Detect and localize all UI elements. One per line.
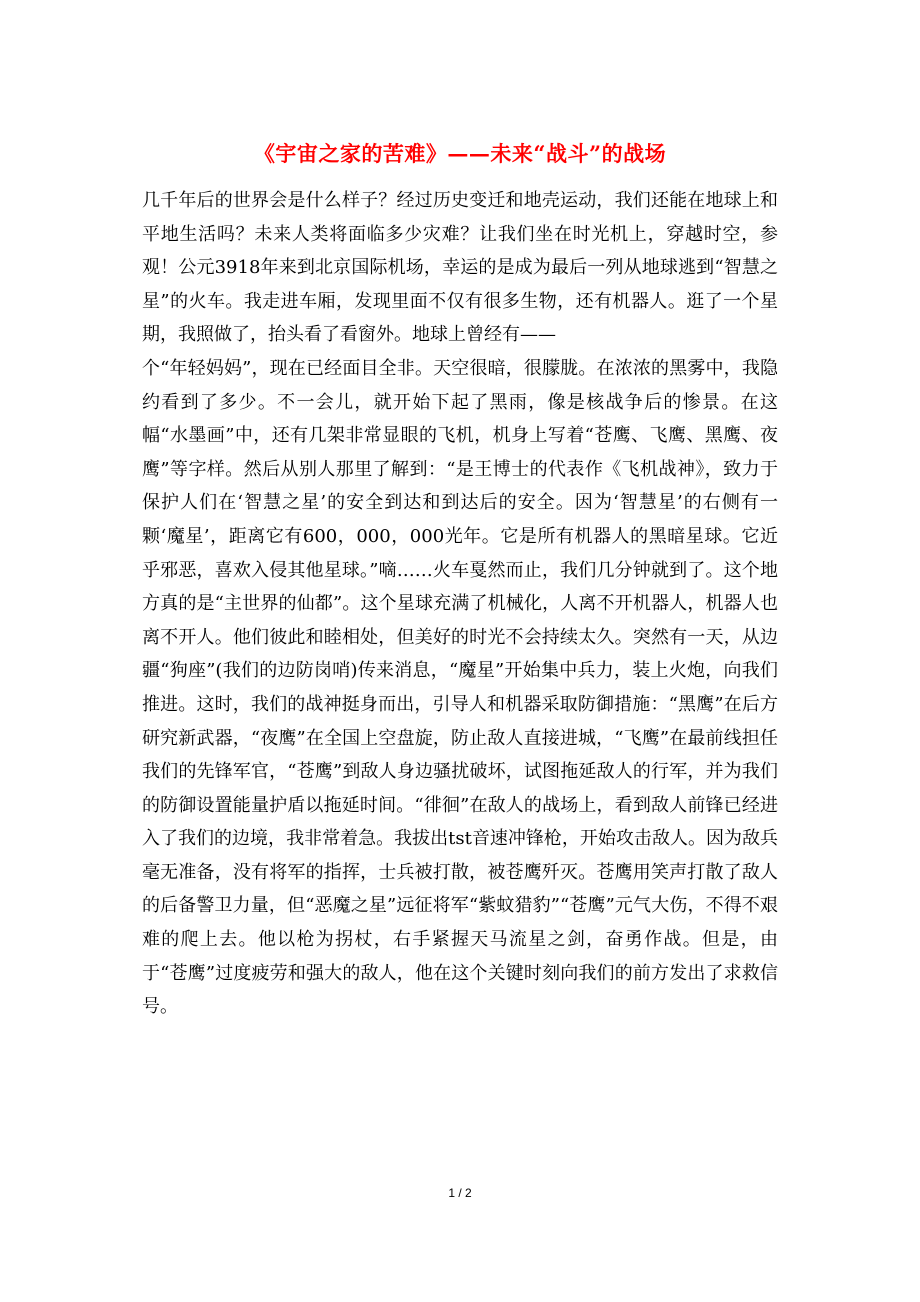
page-number: 1 / 2 xyxy=(448,1186,472,1200)
paragraph: 个“年轻妈妈”，现在已经面目全非。天空很暗，很朦胧。在浓浓的黑雾中，我隐约看到了多少。不一会儿，就开始下起了黑雨，像是核战争后的惨景。在这幅“水墨画”中，还有几架非常显眼的飞机，机身上写着“苍鹰、飞鹰、黑鹰、夜鹰”等字样。然后从别人那里了解到：“是王博士的代表作《飞机战神》，致力于保护人们在‘智慧之星’的安全到达和到达后的安全。因为‘智慧星’的右侧有一颗‘魔星’，距离它有600，000，000光年。它是所有机器人的黑暗星球。它近乎邪恶，喜欢入侵其他星球。”嘀……火车戛然而止，我们几分钟就到了。这个地方真的是“主世界的仙都”。这个星球充满了机械化，人离不开机器人，机器人也离不开人。他们彼此和睦相处，但美好的时光不会持续太久。突然有一天，从边疆“狗座”(我们的边防岗哨)传来消息，“魔星”开始集中兵力，装上火炮，向我们推进。这时，我们的战神挺身而出，引导人和机器采取防御措施：“黑鹰”在后方研究新武器，“夜鹰”在全国上空盘旋，防止敌人直接进城，“飞鹰”在最前线担任我们的先锋军官，“苍鹰”到敌人身边骚扰破坏，试图拖延敌人的行军，并为我们的防御设置能量护盾以拖延时间。“徘徊”在敌人的战场上，看到敌人前锋已经进入了我们的边境，我非常着急。我拔出tst音速冲锋枪，开始攻击敌人。因为敌兵毫无准备，没有将军的指挥，士兵被打散，被苍鹰歼灭。苍鹰用笑声打散了敌人的后备警卫力量，但“恶魔之星”远征将军“紫蚊猎豹”“苍鹰”元气大伤，不得不艰难的爬上去。他以枪为拐杖，右手紧握天马流星之剑，奋勇作战。但是，由于“苍鹰”过度疲劳和强大的敌人，他在这个关键时刻向我们的前方发出了求救信号。 xyxy=(142,357,778,1018)
document-body xyxy=(142,184,778,1024)
document-title: 《宇宙之家的苦难》——未来“战斗”的战场 xyxy=(253,141,667,166)
paragraph: 几千年后的世界会是什么样子？经过历史变迁和地壳运动，我们还能在地球上和平地生活吗？未来人类将面临多少灾难？让我们坐在时光机上，穿越时空，参观！公元3918年来到北京国际机场，幸运的是成为最后一列从地球逃到“智慧之星”的火车。我走进车厢，发现里面不仅有很多生物，还有机器人。逛了一个星期，我照做了，抬头看了看窗外。地球上曾经有—— xyxy=(142,190,778,346)
